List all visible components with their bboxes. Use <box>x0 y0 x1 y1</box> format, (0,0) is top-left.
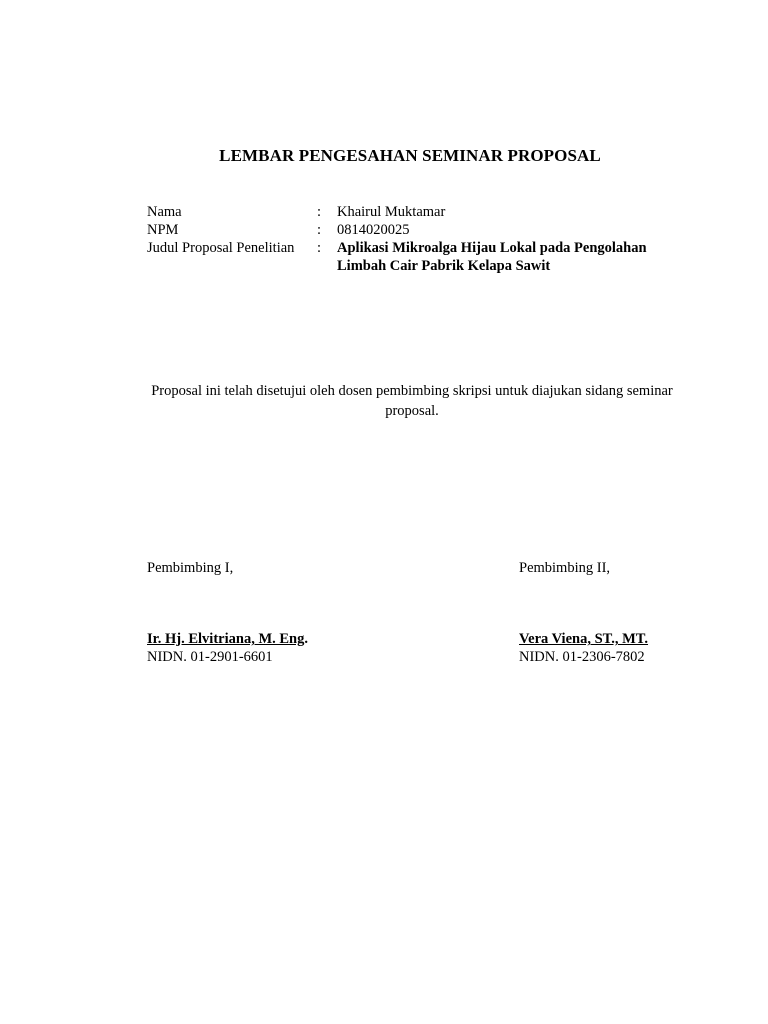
signer-role: Pembimbing I, <box>147 560 234 576</box>
info-row-judul <box>147 239 677 275</box>
approval-statement: Proposal ini telah disetujui oleh dosen pembimbing skripsi untuk diajukan sidang seminar proposal. <box>151 383 673 419</box>
signer-name-suffix: . <box>304 631 308 647</box>
info-label-npm: NPM <box>147 222 179 238</box>
signer-name <box>147 630 387 648</box>
info-label-judul: Judul Proposal Penelitian <box>147 240 295 256</box>
info-value-npm: 0814020025 <box>337 222 410 238</box>
info-colon: : <box>317 222 322 238</box>
signer-name-text: Vera Viena, ST., MT. <box>519 631 649 647</box>
info-colon: : <box>317 240 322 256</box>
info-row-nama <box>147 203 677 221</box>
signer-nidn: NIDN. 01-2901-6601 <box>147 649 273 665</box>
signer-pembimbing-1 <box>147 559 387 666</box>
info-label-nama: Nama <box>147 204 182 220</box>
info-value-nama: Khairul Muktamar <box>337 204 446 220</box>
signer-nidn: NIDN. 01-2306-7802 <box>519 649 645 665</box>
info-row-npm <box>147 221 677 239</box>
signer-name <box>519 630 759 648</box>
info-value-judul: Aplikasi Mikroalga Hijau Lokal pada Pengolahan Limbah Cair Pabrik Kelapa Sawit <box>337 240 647 274</box>
signer-name-text: Ir. Hj. Elvitriana, M. Eng <box>147 631 305 647</box>
signer-pembimbing-2 <box>519 559 759 666</box>
signer-role: Pembimbing II, <box>519 560 611 576</box>
student-info-table <box>147 203 677 275</box>
info-colon: : <box>317 204 322 220</box>
document-title: LEMBAR PENGESAHAN SEMINAR PROPOSAL <box>219 146 601 165</box>
